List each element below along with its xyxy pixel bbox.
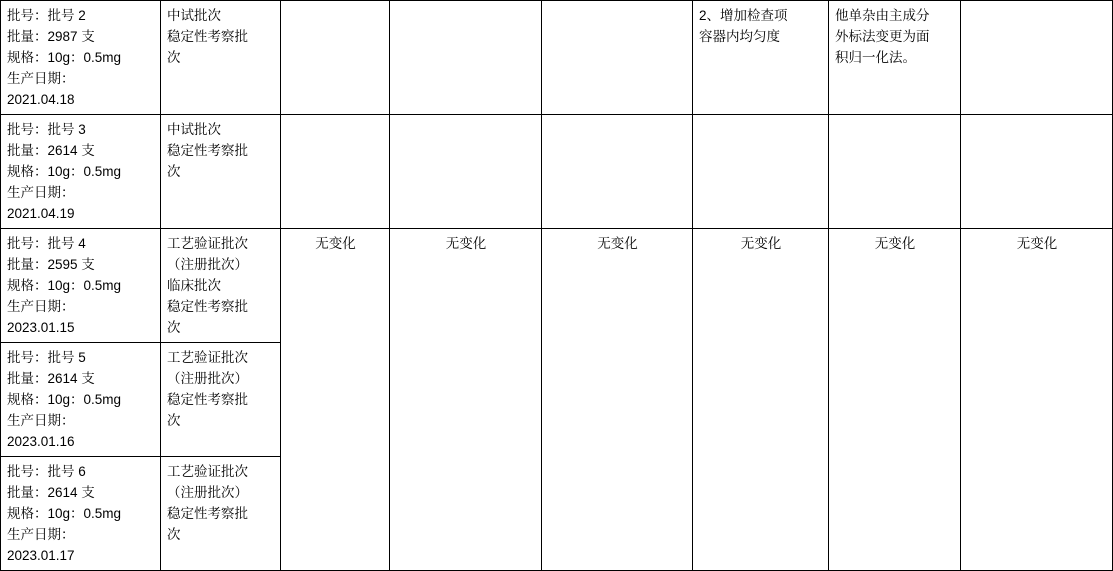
batch-spec: 规格：10g：0.5mg	[7, 392, 122, 407]
column6-cell	[693, 1, 829, 115]
column6-line: 2、增加检查项	[699, 8, 788, 23]
batch-number: 批号：批号 3	[7, 122, 86, 137]
batch-type-line: 次	[167, 164, 181, 179]
batch-type-line: 稳定性考察批	[167, 506, 248, 521]
column3-merged-cell: 无变化	[281, 229, 390, 571]
batch-quantity: 批量：2614 支	[7, 143, 95, 158]
column8-merged-cell: 无变化	[961, 229, 1113, 571]
batch-quantity: 批量：2595 支	[7, 257, 95, 272]
batch-type-line: 次	[167, 50, 181, 65]
batch-number: 批号：批号 4	[7, 236, 86, 251]
batch-type-line: 工艺验证批次	[167, 464, 248, 479]
column7-line: 积归一化法。	[835, 50, 916, 65]
column6-line: 容器内均匀度	[699, 29, 780, 44]
batch-type-cell	[161, 229, 281, 343]
batch-type-cell	[161, 115, 281, 229]
column6-merged-cell: 无变化	[693, 229, 829, 571]
batch-type-line: 中试批次	[167, 8, 221, 23]
column7-merged-cell: 无变化	[829, 229, 961, 571]
table-body	[1, 1, 1113, 571]
batch-type-line: 次	[167, 527, 181, 542]
batch-type-line: 稳定性考察批	[167, 392, 248, 407]
batch-type-line: 中试批次	[167, 122, 221, 137]
batch-spec: 规格：10g：0.5mg	[7, 164, 122, 179]
column5-cell	[542, 115, 693, 229]
column5-cell	[542, 1, 693, 115]
table-row	[1, 115, 1113, 229]
batch-info-cell	[1, 343, 161, 457]
batch-type-line: 稳定性考察批	[167, 299, 248, 314]
batch-type-cell	[161, 1, 281, 115]
batch-spec: 规格：10g：0.5mg	[7, 278, 122, 293]
table-row	[1, 1, 1113, 115]
batch-type-line: 次	[167, 413, 181, 428]
batch-production-date-label: 生产日期：	[7, 413, 75, 428]
batch-type-line: （注册批次）	[167, 485, 248, 500]
batch-spec: 规格：10g：0.5mg	[7, 506, 122, 521]
batch-production-date-value: 2021.04.18	[7, 92, 75, 107]
column4-cell	[390, 115, 542, 229]
column8-cell	[961, 1, 1113, 115]
column8-cell	[961, 115, 1113, 229]
column7-cell	[829, 115, 961, 229]
batch-quantity: 批量：2614 支	[7, 371, 95, 386]
batch-info-cell	[1, 457, 161, 571]
batch-quantity: 批量：2614 支	[7, 485, 95, 500]
batch-number: 批号：批号 2	[7, 8, 86, 23]
batch-number: 批号：批号 5	[7, 350, 86, 365]
batch-type-line: 工艺验证批次	[167, 350, 248, 365]
batch-info-cell	[1, 115, 161, 229]
column3-cell	[281, 1, 390, 115]
batch-number: 批号：批号 6	[7, 464, 86, 479]
batch-production-date-label: 生产日期：	[7, 185, 75, 200]
batch-production-date-label: 生产日期：	[7, 299, 75, 314]
column6-cell	[693, 115, 829, 229]
column4-cell	[390, 1, 542, 115]
batch-info-cell	[1, 229, 161, 343]
batch-type-cell	[161, 457, 281, 571]
batch-type-line: （注册批次）	[167, 257, 248, 272]
column7-line: 他单杂由主成分	[835, 8, 930, 23]
batch-production-date-value: 2023.01.16	[7, 434, 75, 449]
column7-cell	[829, 1, 961, 115]
batch-production-date-label: 生产日期：	[7, 71, 75, 86]
batch-type-line: 临床批次	[167, 278, 221, 293]
batch-production-date-value: 2021.04.19	[7, 206, 75, 221]
batch-type-line: 工艺验证批次	[167, 236, 248, 251]
column3-cell	[281, 115, 390, 229]
batch-production-date-value: 2023.01.15	[7, 320, 75, 335]
table-row	[1, 229, 1113, 343]
batch-type-line: 稳定性考察批	[167, 29, 248, 44]
batch-production-date-value: 2023.01.17	[7, 548, 75, 563]
column4-merged-cell: 无变化	[390, 229, 542, 571]
batch-type-line: 次	[167, 320, 181, 335]
batch-type-line: （注册批次）	[167, 371, 248, 386]
batch-type-cell	[161, 343, 281, 457]
batch-quantity: 批量：2987 支	[7, 29, 95, 44]
column5-merged-cell: 无变化	[542, 229, 693, 571]
batch-production-date-label: 生产日期：	[7, 527, 75, 542]
batch-info-cell	[1, 1, 161, 115]
batch-spec: 规格：10g：0.5mg	[7, 50, 122, 65]
column7-line: 外标法变更为面	[835, 29, 930, 44]
batch-type-line: 稳定性考察批	[167, 143, 248, 158]
